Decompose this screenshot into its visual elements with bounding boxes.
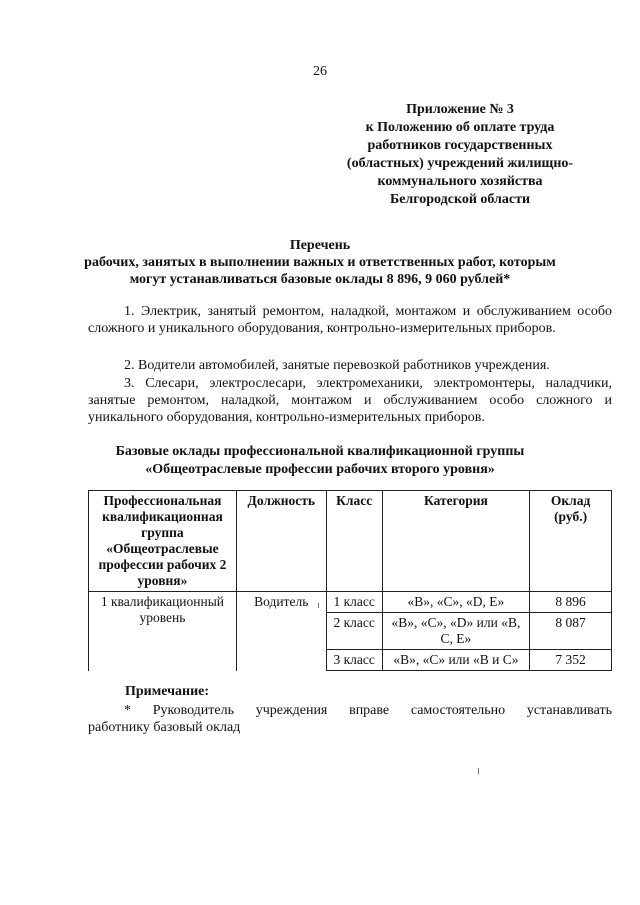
cell-class: 1 класс	[326, 592, 382, 613]
title-line: Перечень	[289, 238, 351, 253]
page-number: 26	[313, 64, 327, 79]
salary-table	[88, 490, 612, 671]
scan-mark	[318, 603, 319, 608]
table-title-line: Базовые оклады профессиональной квалификационной группы	[115, 444, 525, 459]
appendix-line: к Положению об оплате труда	[365, 120, 555, 135]
header-category: Категория	[382, 491, 530, 592]
cell-position: Водитель	[236, 592, 326, 671]
table-title	[60, 443, 580, 479]
cell-category: «В», «С» или «В и С»	[382, 650, 530, 671]
cell-class: 3 класс	[326, 650, 382, 671]
list-item-2: 2. Водители автомобилей, занятые перевозкой работников учреждения.	[124, 358, 550, 373]
appendix-line: Белгородской области	[389, 192, 531, 207]
title-line: рабочих, занятых в выполнении важных и ответственных работ, которым	[84, 255, 556, 270]
title-line: могут устанавливаться базовые оклады 8 896, 9 060 рублей*	[129, 272, 511, 287]
cell-salary: 7 352	[530, 650, 612, 671]
table-header-row	[89, 491, 612, 592]
header-salary: Оклад (руб.)	[530, 491, 612, 592]
note-word: устанавливать	[526, 703, 612, 718]
table-row	[89, 592, 612, 613]
cell-category: «В», «С», «D, Е»	[382, 592, 530, 613]
note-word: учреждения	[255, 703, 328, 718]
appendix-line: Приложение № 3	[406, 102, 514, 117]
cell-level: 1 квалификационный уровень	[89, 592, 237, 671]
note-text	[88, 702, 612, 736]
cell-category: «В», «С», «D» или «В, С, Е»	[382, 613, 530, 650]
cell-salary: 8 087	[530, 613, 612, 650]
table-title-line: «Общеотраслевые профессии рабочих второго уровня»	[145, 462, 495, 477]
note-word: Руководитель	[152, 703, 234, 718]
list-item-1: 1. Электрик, занятый ремонтом, наладкой, монтажом и обслуживанием особо сложного и уникального оборудования, контрольно-измерительных приборов.	[88, 304, 612, 336]
appendix-line: коммунального хозяйства	[377, 174, 543, 189]
note-line: работнику базовый оклад	[88, 720, 241, 735]
note-line	[88, 702, 612, 719]
note-word: вправе	[349, 703, 390, 718]
list-item-3: 3. Слесари, электрослесари, электромеханики, электромонтеры, наладчики, занятые ремонтом, наладкой, монтажом и обслуживанием особо сложного и уникального оборудования, контрольно-измерительных приборов.	[88, 376, 612, 425]
note-word: *	[124, 703, 131, 718]
cell-class: 2 класс	[326, 613, 382, 650]
scan-mark	[478, 768, 479, 774]
cell-salary: 8 896	[530, 592, 612, 613]
appendix-line: (областных) учреждений жилищно-	[346, 156, 574, 171]
appendix-heading	[330, 101, 590, 209]
header-position: Должность	[236, 491, 326, 592]
note-heading: Примечание:	[125, 684, 210, 699]
appendix-line: работников государственных	[367, 138, 553, 153]
header-class: Класс	[326, 491, 382, 592]
note-word: самостоятельно	[410, 703, 506, 718]
document-title	[60, 237, 580, 288]
header-group: Профессиональная квалификационная группа «Общеотраслевые профессии рабочих 2 уровня»	[89, 491, 237, 592]
